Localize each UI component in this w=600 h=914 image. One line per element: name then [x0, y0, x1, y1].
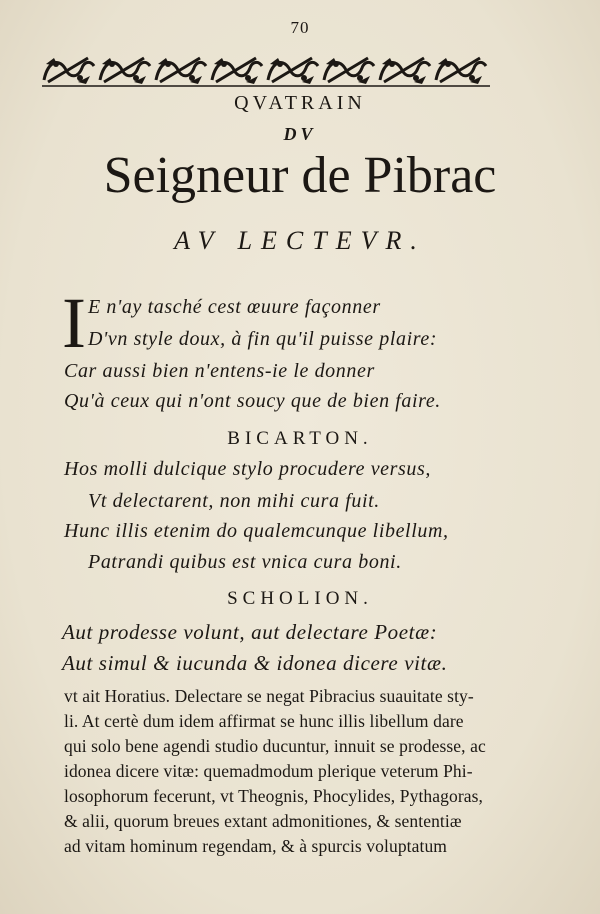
heading-scholion: SCHOLION. — [227, 588, 373, 609]
quatrain-line: E n'ay tasché cest œuure façonner — [88, 296, 381, 318]
horace-verse-line: Aut prodesse volunt, aut delectare Poetæ: — [62, 620, 438, 644]
prose-line: & alii, quorum breues extant admonitiones, & sententiæ — [64, 811, 462, 831]
title-author: Seigneur de Pibrac — [103, 147, 497, 204]
latin-verse-line: Hunc illis etenim do qualemcunque libellum, — [64, 520, 449, 542]
title-au-lecteur: AV LECTEVR. — [174, 226, 426, 255]
prose-line: losophorum fecerunt, vt Theognis, Phocylides, Pythagoras, — [64, 786, 484, 806]
latin-verse-line: Patrandi quibus est vnica cura boni. — [88, 551, 402, 573]
prose-line: li. At certè dum idem affirmat se hunc illis libellum dare — [64, 711, 464, 731]
drop-cap: I — [62, 283, 86, 363]
ornamental-border-band — [42, 48, 490, 88]
horace-verse-line: Aut simul & iucunda & idonea dicere vitæ. — [62, 651, 448, 675]
quatrain-line: Qu'à ceux qui n'ont soucy que de bien faire. — [64, 390, 441, 412]
prose-line: vt ait Horatius. Delectare se negat Pibracius suauitate sty- — [64, 686, 474, 706]
quatrain-line: D'vn style doux, à fin qu'il puisse plaire: — [88, 328, 438, 350]
latin-verse-line: Hos molli dulcique stylo procudere versus, — [64, 458, 431, 480]
quatrain-line: Car aussi bien n'entens-ie le donner — [64, 360, 375, 382]
title-quatrain: QVATRAIN — [234, 92, 366, 114]
heading-bicarton: BICARTON. — [227, 428, 373, 449]
page-number: 70 — [290, 18, 310, 37]
prose-line: idonea dicere vitæ: quemadmodum plerique veterum Phi- — [64, 761, 473, 781]
title-du: DV — [283, 124, 317, 144]
prose-line: ad vitam hominum regendam, & à spurcis voluptatum — [64, 836, 448, 856]
prose-line: qui solo bene agendi studio ducuntur, innuit se prodesse, ac — [64, 736, 486, 756]
latin-verse-line: Vt delectarent, non mihi cura fuit. — [88, 490, 380, 512]
